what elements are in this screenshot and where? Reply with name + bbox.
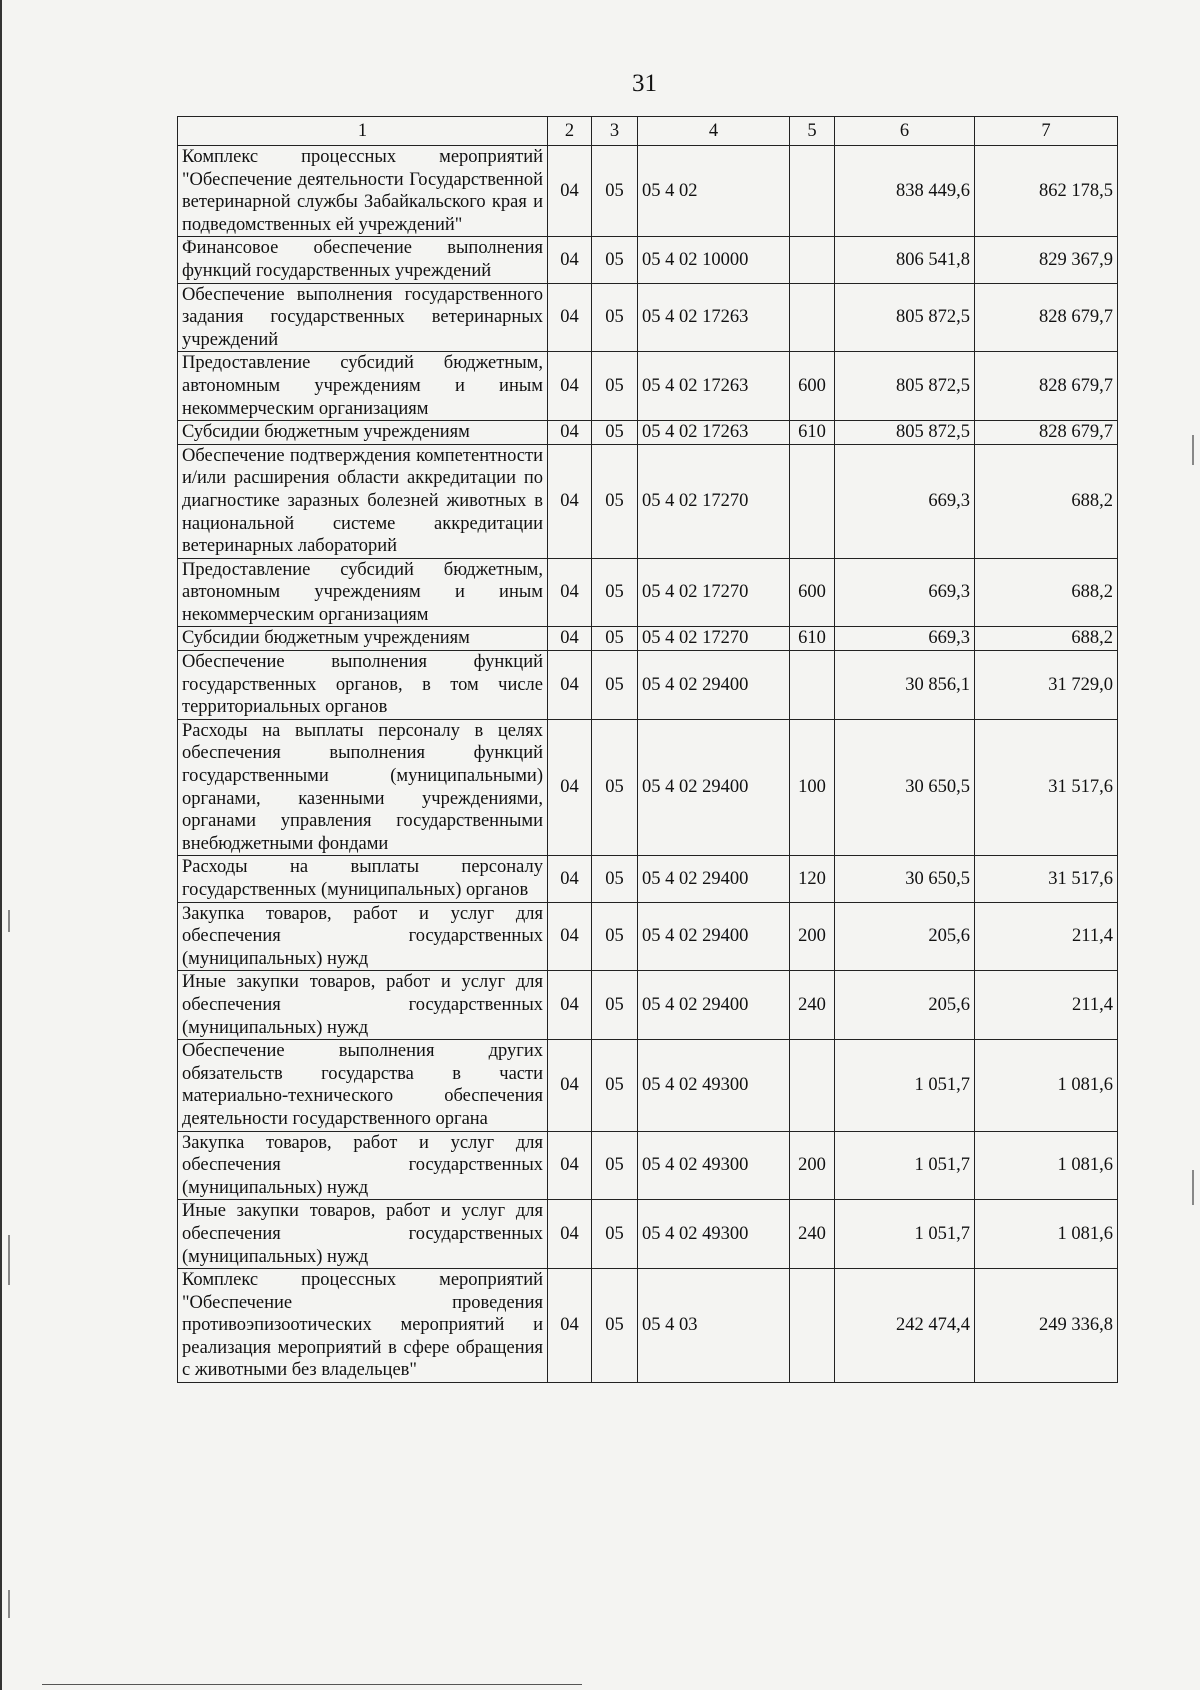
section-code-cell: 04 <box>548 146 592 237</box>
section-code-cell: 04 <box>548 627 592 651</box>
amount-col7-cell: 828 679,7 <box>975 421 1118 445</box>
column-header: 3 <box>592 117 638 146</box>
table-header-row <box>178 117 1118 146</box>
expense-type-cell: 600 <box>790 558 835 627</box>
subsection-code-cell: 05 <box>592 627 638 651</box>
table-row <box>178 237 1118 283</box>
section-code-cell: 04 <box>548 1040 592 1131</box>
subsection-code-cell: 05 <box>592 1200 638 1269</box>
target-article-cell: 05 4 02 29400 <box>638 971 790 1040</box>
amount-col6-cell: 669,3 <box>835 558 975 627</box>
expense-type-cell: 240 <box>790 1200 835 1269</box>
table-body <box>178 146 1118 1383</box>
target-article-cell: 05 4 02 49300 <box>638 1200 790 1269</box>
subsection-code-cell: 05 <box>592 971 638 1040</box>
row-name-cell: Финансовое обеспечение выполнения функций государственных учреждений <box>178 237 548 283</box>
expense-type-cell: 240 <box>790 971 835 1040</box>
section-code-cell: 04 <box>548 856 592 902</box>
amount-col6-cell: 669,3 <box>835 444 975 558</box>
target-article-cell: 05 4 02 17263 <box>638 283 790 352</box>
column-header: 4 <box>638 117 790 146</box>
subsection-code-cell: 05 <box>592 1040 638 1131</box>
expense-type-cell: 120 <box>790 856 835 902</box>
expense-type-cell <box>790 283 835 352</box>
column-header: 5 <box>790 117 835 146</box>
section-code-cell: 04 <box>548 352 592 421</box>
amount-col6-cell: 205,6 <box>835 971 975 1040</box>
expense-type-cell: 200 <box>790 902 835 971</box>
amount-col7-cell: 31 517,6 <box>975 719 1118 856</box>
target-article-cell: 05 4 02 10000 <box>638 237 790 283</box>
subsection-code-cell: 05 <box>592 856 638 902</box>
section-code-cell: 04 <box>548 651 592 720</box>
amount-col7-cell: 1 081,6 <box>975 1200 1118 1269</box>
target-article-cell: 05 4 02 17270 <box>638 444 790 558</box>
expense-type-cell <box>790 444 835 558</box>
target-article-cell: 05 4 02 49300 <box>638 1131 790 1200</box>
row-name-cell: Комплекс процессных мероприятий "Обеспечение деятельности Государственной ветеринарной службы Забайкальского края и подведомственных ей учреждений" <box>178 146 548 237</box>
expense-type-cell <box>790 1040 835 1131</box>
table-row <box>178 283 1118 352</box>
subsection-code-cell: 05 <box>592 558 638 627</box>
subsection-code-cell: 05 <box>592 651 638 720</box>
expense-type-cell: 610 <box>790 627 835 651</box>
column-header: 6 <box>835 117 975 146</box>
table-row <box>178 719 1118 856</box>
table-row <box>178 1040 1118 1131</box>
target-article-cell: 05 4 02 <box>638 146 790 237</box>
amount-col7-cell: 211,4 <box>975 971 1118 1040</box>
row-name-cell: Обеспечение выполнения других обязательств государства в части материально-технического обеспечения деятельности государственного органа <box>178 1040 548 1131</box>
subsection-code-cell: 05 <box>592 146 638 237</box>
row-name-cell: Обеспечение подтверждения компетентности и/или расширения области аккредитации по диагностике заразных болезней животных в национальной системе аккредитации ветеринарных лабораторий <box>178 444 548 558</box>
subsection-code-cell: 05 <box>592 1131 638 1200</box>
target-article-cell: 05 4 02 29400 <box>638 902 790 971</box>
amount-col7-cell: 211,4 <box>975 902 1118 971</box>
amount-col6-cell: 805 872,5 <box>835 352 975 421</box>
scan-mark <box>8 1590 10 1618</box>
table-row <box>178 902 1118 971</box>
subsection-code-cell: 05 <box>592 902 638 971</box>
subsection-code-cell: 05 <box>592 1269 638 1383</box>
amount-col7-cell: 862 178,5 <box>975 146 1118 237</box>
amount-col7-cell: 688,2 <box>975 558 1118 627</box>
row-name-cell: Расходы на выплаты персоналу в целях обеспечения выполнения функций государственными (муниципальными) органами, казенными учреждениями, органами управления государственными внебюджетными фондами <box>178 719 548 856</box>
expense-type-cell <box>790 146 835 237</box>
subsection-code-cell: 05 <box>592 237 638 283</box>
section-code-cell: 04 <box>548 283 592 352</box>
scan-edge-line <box>42 1684 582 1685</box>
target-article-cell: 05 4 02 17270 <box>638 627 790 651</box>
section-code-cell: 04 <box>548 1200 592 1269</box>
target-article-cell: 05 4 02 17263 <box>638 421 790 445</box>
target-article-cell: 05 4 02 29400 <box>638 856 790 902</box>
subsection-code-cell: 05 <box>592 421 638 445</box>
row-name-cell: Иные закупки товаров, работ и услуг для обеспечения государственных (муниципальных) нужд <box>178 971 548 1040</box>
expense-type-cell: 600 <box>790 352 835 421</box>
table-row <box>178 1269 1118 1383</box>
target-article-cell: 05 4 02 29400 <box>638 651 790 720</box>
target-article-cell: 05 4 02 49300 <box>638 1040 790 1131</box>
section-code-cell: 04 <box>548 444 592 558</box>
amount-col7-cell: 249 336,8 <box>975 1269 1118 1383</box>
amount-col6-cell: 1 051,7 <box>835 1040 975 1131</box>
expense-type-cell: 610 <box>790 421 835 445</box>
row-name-cell: Предоставление субсидий бюджетным, автономным учреждениям и иным некоммерческим организациям <box>178 352 548 421</box>
amount-col7-cell: 1 081,6 <box>975 1131 1118 1200</box>
page-number: 31 <box>632 70 657 97</box>
budget-table <box>177 116 1118 1383</box>
table-row <box>178 352 1118 421</box>
subsection-code-cell: 05 <box>592 719 638 856</box>
amount-col7-cell: 828 679,7 <box>975 352 1118 421</box>
row-name-cell: Закупка товаров, работ и услуг для обеспечения государственных (муниципальных) нужд <box>178 1131 548 1200</box>
scan-mark <box>8 1235 10 1285</box>
amount-col6-cell: 205,6 <box>835 902 975 971</box>
section-code-cell: 04 <box>548 1131 592 1200</box>
table-row <box>178 444 1118 558</box>
amount-col6-cell: 242 474,4 <box>835 1269 975 1383</box>
row-name-cell: Расходы на выплаты персоналу государственных (муниципальных) органов <box>178 856 548 902</box>
amount-col6-cell: 806 541,8 <box>835 237 975 283</box>
row-name-cell: Иные закупки товаров, работ и услуг для обеспечения государственных (муниципальных) нужд <box>178 1200 548 1269</box>
amount-col6-cell: 805 872,5 <box>835 421 975 445</box>
amount-col7-cell: 829 367,9 <box>975 237 1118 283</box>
amount-col6-cell: 838 449,6 <box>835 146 975 237</box>
row-name-cell: Предоставление субсидий бюджетным, автономным учреждениям и иным некоммерческим организациям <box>178 558 548 627</box>
row-name-cell: Обеспечение выполнения функций государственных органов, в том числе территориальных органов <box>178 651 548 720</box>
expense-type-cell <box>790 237 835 283</box>
expense-type-cell <box>790 651 835 720</box>
expense-type-cell: 200 <box>790 1131 835 1200</box>
expense-type-cell <box>790 1269 835 1383</box>
amount-col7-cell: 31 729,0 <box>975 651 1118 720</box>
scan-mark <box>1192 1170 1194 1205</box>
section-code-cell: 04 <box>548 558 592 627</box>
subsection-code-cell: 05 <box>592 444 638 558</box>
target-article-cell: 05 4 02 17263 <box>638 352 790 421</box>
subsection-code-cell: 05 <box>592 283 638 352</box>
amount-col6-cell: 30 650,5 <box>835 856 975 902</box>
table-row <box>178 651 1118 720</box>
row-name-cell: Закупка товаров, работ и услуг для обеспечения государственных (муниципальных) нужд <box>178 902 548 971</box>
table-row <box>178 971 1118 1040</box>
target-article-cell: 05 4 03 <box>638 1269 790 1383</box>
table-row <box>178 1200 1118 1269</box>
amount-col6-cell: 1 051,7 <box>835 1131 975 1200</box>
scan-mark <box>1192 435 1194 465</box>
column-header: 2 <box>548 117 592 146</box>
table-row <box>178 1131 1118 1200</box>
table-row <box>178 421 1118 445</box>
row-name-cell: Комплекс процессных мероприятий "Обеспечение проведения противоэпизоотических мероприятий и реализация мероприятий в сфере обращения с животными без владельцев" <box>178 1269 548 1383</box>
section-code-cell: 04 <box>548 421 592 445</box>
amount-col7-cell: 688,2 <box>975 627 1118 651</box>
amount-col6-cell: 669,3 <box>835 627 975 651</box>
expense-type-cell: 100 <box>790 719 835 856</box>
row-name-cell: Обеспечение выполнения государственного задания государственных ветеринарных учреждений <box>178 283 548 352</box>
table-row <box>178 558 1118 627</box>
target-article-cell: 05 4 02 29400 <box>638 719 790 856</box>
section-code-cell: 04 <box>548 971 592 1040</box>
row-name-cell: Субсидии бюджетным учреждениям <box>178 627 548 651</box>
amount-col7-cell: 688,2 <box>975 444 1118 558</box>
scan-mark <box>8 910 10 932</box>
target-article-cell: 05 4 02 17270 <box>638 558 790 627</box>
table-row <box>178 627 1118 651</box>
amount-col6-cell: 805 872,5 <box>835 283 975 352</box>
subsection-code-cell: 05 <box>592 352 638 421</box>
table-row <box>178 146 1118 237</box>
section-code-cell: 04 <box>548 719 592 856</box>
amount-col6-cell: 1 051,7 <box>835 1200 975 1269</box>
table-row <box>178 856 1118 902</box>
column-header: 7 <box>975 117 1118 146</box>
section-code-cell: 04 <box>548 237 592 283</box>
amount-col7-cell: 1 081,6 <box>975 1040 1118 1131</box>
column-header: 1 <box>178 117 548 146</box>
section-code-cell: 04 <box>548 902 592 971</box>
amount-col7-cell: 31 517,6 <box>975 856 1118 902</box>
amount-col6-cell: 30 856,1 <box>835 651 975 720</box>
row-name-cell: Субсидии бюджетным учреждениям <box>178 421 548 445</box>
amount-col6-cell: 30 650,5 <box>835 719 975 856</box>
amount-col7-cell: 828 679,7 <box>975 283 1118 352</box>
section-code-cell: 04 <box>548 1269 592 1383</box>
